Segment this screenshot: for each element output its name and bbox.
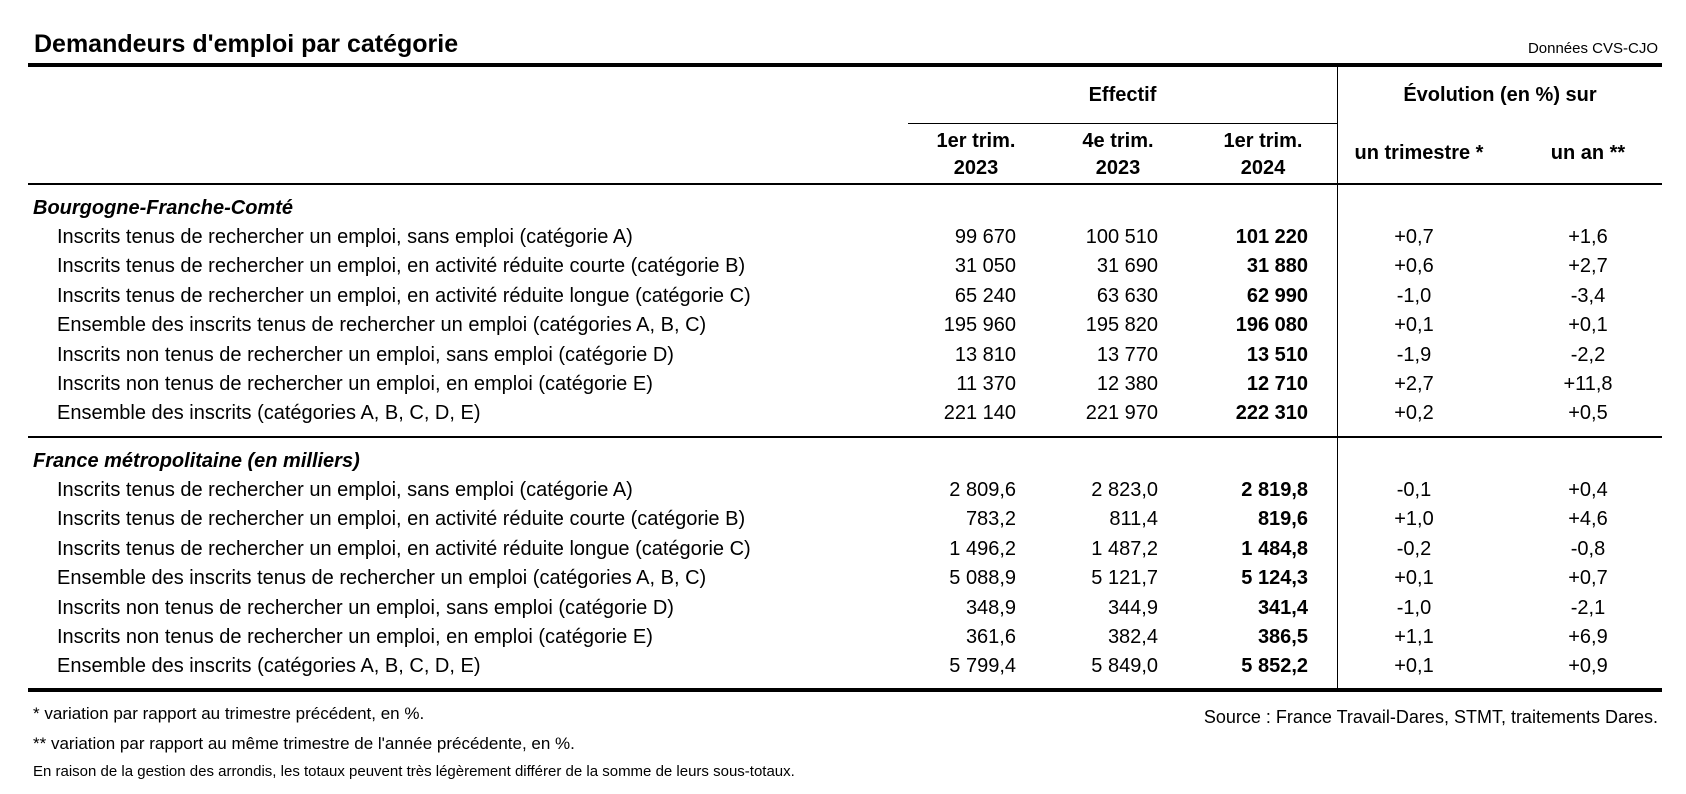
evolution-quarter: +0,1	[1394, 567, 1434, 590]
evolution-year: +6,9	[1568, 626, 1608, 648]
value-q1-2024: 5 852,2	[1241, 655, 1308, 678]
value-q1-2024: 341,4	[1257, 596, 1308, 619]
table-row	[0, 623, 1686, 652]
value-q1-2024: 196 080	[1235, 314, 1308, 337]
value-q1-2024: 222 310	[1235, 402, 1308, 425]
header-col1-line1: 1er trim.	[936, 130, 1016, 152]
value-q1-2024: 819,6	[1257, 508, 1308, 531]
value-q4-2023: 811,4	[1109, 508, 1158, 531]
value-q4-2023: 221 970	[1085, 402, 1158, 425]
evolution-quarter: -1,0	[1396, 596, 1432, 619]
evolution-year: -0,8	[1570, 537, 1606, 560]
value-q1-2023: 13 810	[954, 343, 1016, 366]
evolution-year: +0,5	[1568, 402, 1608, 425]
value-q1-2024: 5 124,3	[1241, 567, 1308, 590]
row-label: Inscrits tenus de rechercher un emploi, sans emploi (catégorie A)	[57, 479, 633, 501]
value-q1-2024: 1 484,8	[1241, 537, 1308, 560]
value-q4-2023: 344,9	[1107, 596, 1158, 619]
value-q4-2023: 13 770	[1096, 343, 1158, 366]
table-row	[0, 594, 1686, 623]
value-q1-2023: 5 088,9	[949, 567, 1016, 590]
footnote-quarter: * variation par rapport au trimestre précédent, en %.	[33, 704, 425, 723]
header-effectif: Effectif	[1088, 84, 1157, 106]
header-col3-line1: 1er trim.	[1223, 130, 1303, 152]
header-col2-line2: 2023	[1095, 157, 1141, 179]
value-q4-2023: 31 690	[1096, 255, 1158, 278]
value-q1-2023: 1 496,2	[949, 537, 1016, 560]
value-q1-2023: 361,6	[965, 626, 1016, 648]
header-evolution: Évolution (en %) sur	[1403, 84, 1597, 106]
section-title-bfc: Bourgogne-Franche-Comté	[33, 197, 293, 219]
evolution-quarter: +0,7	[1394, 226, 1434, 248]
table-row	[0, 341, 1686, 370]
evolution-quarter: -0,1	[1396, 479, 1432, 501]
evolution-quarter: +2,7	[1394, 373, 1434, 395]
evolution-year: +0,9	[1568, 655, 1608, 678]
table-title: Demandeurs d'emploi par catégorie	[34, 30, 459, 58]
value-q1-2024: 13 510	[1246, 343, 1308, 366]
evolution-year: +0,7	[1568, 567, 1608, 590]
value-q1-2024: 31 880	[1246, 255, 1308, 278]
value-q1-2024: 12 710	[1246, 373, 1308, 395]
value-q1-2023: 2 809,6	[949, 479, 1016, 501]
row-label: Inscrits tenus de rechercher un emploi, en activité réduite longue (catégorie C)	[57, 537, 751, 560]
evolution-year: +11,8	[1563, 373, 1613, 395]
row-label: Ensemble des inscrits tenus de rechercher un emploi (catégories A, B, C)	[57, 314, 707, 337]
value-q1-2023: 65 240	[954, 284, 1016, 307]
value-q1-2023: 221 140	[943, 402, 1016, 425]
row-label: Inscrits tenus de rechercher un emploi, en activité réduite longue (catégorie C)	[57, 284, 751, 307]
value-q1-2023: 11 370	[956, 373, 1016, 395]
value-q4-2023: 5 121,7	[1091, 567, 1158, 590]
value-q4-2023: 2 823,0	[1091, 479, 1158, 501]
value-q4-2023: 195 820	[1085, 314, 1158, 337]
row-label: Inscrits non tenus de rechercher un emploi, sans emploi (catégorie D)	[57, 343, 674, 366]
evolution-quarter: -1,9	[1396, 343, 1432, 366]
header-col2-line1: 4e trim.	[1082, 130, 1154, 152]
table-row	[0, 252, 1686, 281]
value-q1-2023: 5 799,4	[949, 655, 1016, 678]
value-q1-2023: 31 050	[954, 255, 1016, 278]
evolution-quarter: +0,1	[1394, 655, 1434, 678]
row-label: Ensemble des inscrits tenus de rechercher un emploi (catégories A, B, C)	[57, 567, 707, 590]
table-row	[0, 535, 1686, 564]
row-label: Inscrits tenus de rechercher un emploi, en activité réduite courte (catégorie B)	[57, 508, 746, 531]
section-separator	[28, 436, 1662, 438]
evolution-quarter: +0,1	[1394, 314, 1434, 337]
value-q1-2024: 386,5	[1257, 626, 1308, 648]
table-row	[0, 652, 1686, 681]
header-col1	[916, 128, 1036, 182]
table-row	[0, 399, 1686, 428]
evolution-year: -2,1	[1570, 596, 1606, 619]
table-row	[0, 311, 1686, 340]
row-label: Ensemble des inscrits (catégories A, B, C, D, E)	[57, 402, 481, 425]
value-q4-2023: 12 380	[1096, 373, 1158, 395]
evolution-year: -3,4	[1570, 284, 1606, 307]
header-bottom-rule	[28, 183, 1662, 185]
row-label: Ensemble des inscrits (catégories A, B, C, D, E)	[57, 655, 481, 678]
evolution-quarter: -0,2	[1396, 537, 1432, 560]
header-col3	[1203, 128, 1323, 182]
evolution-quarter: +0,2	[1394, 402, 1434, 425]
header-col4: un trimestre *	[1354, 142, 1484, 164]
evolution-quarter: +1,0	[1394, 508, 1434, 531]
section-title-france: France métropolitaine (en milliers)	[33, 450, 360, 472]
value-q1-2024: 101 220	[1235, 226, 1308, 248]
table-row	[0, 282, 1686, 311]
footnote-rounding: En raison de la gestion des arrondis, les totaux peuvent très légèrement différer de la somme de leurs sous-totaux.	[33, 763, 795, 780]
value-q4-2023: 382,4	[1107, 626, 1158, 648]
value-q1-2024: 62 990	[1246, 284, 1308, 307]
header-col1-line2: 2023	[953, 157, 999, 179]
footnote-year: ** variation par rapport au même trimestre de l'année précédente, en %.	[33, 734, 575, 753]
bottom-rule	[28, 688, 1662, 692]
evolution-year: +0,1	[1568, 314, 1608, 337]
header-col5: un an **	[1550, 142, 1626, 164]
value-q4-2023: 5 849,0	[1091, 655, 1158, 678]
value-q1-2023: 195 960	[943, 314, 1016, 337]
row-label: Inscrits non tenus de rechercher un emploi, sans emploi (catégorie D)	[57, 596, 674, 619]
evolution-year: +1,6	[1568, 226, 1608, 248]
table-row	[0, 476, 1686, 505]
table-row	[0, 223, 1686, 252]
value-q4-2023: 63 630	[1096, 284, 1158, 307]
value-q1-2024: 2 819,8	[1241, 479, 1308, 501]
value-q4-2023: 1 487,2	[1091, 537, 1158, 560]
source-note: Source : France Travail-Dares, STMT, traitements Dares.	[1203, 707, 1658, 727]
evolution-quarter: -1,0	[1396, 284, 1432, 307]
evolution-quarter: +1,1	[1394, 626, 1434, 648]
evolution-year: -2,2	[1570, 343, 1606, 366]
dataset-note: Données CVS-CJO	[1527, 40, 1658, 57]
value-q1-2023: 348,9	[965, 596, 1016, 619]
top-rule	[28, 63, 1662, 67]
table-row	[0, 370, 1686, 399]
row-label: Inscrits non tenus de rechercher un emploi, en emploi (catégorie E)	[57, 626, 653, 648]
table-row	[0, 564, 1686, 593]
evolution-year: +2,7	[1568, 255, 1608, 278]
evolution-year: +0,4	[1568, 479, 1608, 501]
header-col2	[1058, 128, 1178, 182]
row-label: Inscrits tenus de rechercher un emploi, sans emploi (catégorie A)	[57, 226, 633, 248]
evolution-quarter: +0,6	[1394, 255, 1434, 278]
value-q1-2023: 99 670	[954, 226, 1016, 248]
value-q1-2023: 783,2	[965, 508, 1016, 531]
effectif-underline	[908, 123, 1337, 124]
row-label: Inscrits non tenus de rechercher un emploi, en emploi (catégorie E)	[57, 373, 653, 395]
row-label: Inscrits tenus de rechercher un emploi, en activité réduite courte (catégorie B)	[57, 255, 746, 278]
table-row	[0, 505, 1686, 534]
header-col3-line2: 2024	[1240, 157, 1286, 179]
value-q4-2023: 100 510	[1085, 226, 1158, 248]
evolution-year: +4,6	[1568, 508, 1608, 531]
